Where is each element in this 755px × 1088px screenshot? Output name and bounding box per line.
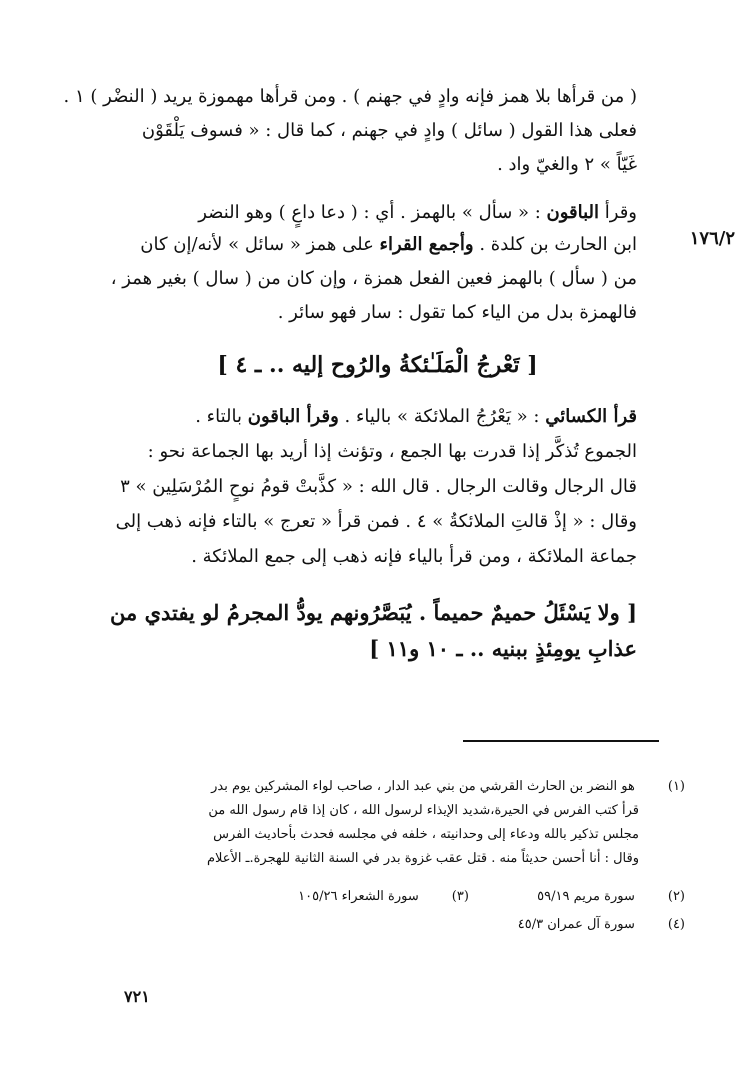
footnote-line: وقال : أنا أحسن حديثاً منه . قتل عقب غزوة بدر في السنة الثانية للهجرة.ـ الأعلام: [206, 851, 639, 866]
body-line: ( من قرأها بلا همز فإنه وادٍ في جهنم ) . ومن قرأها مهموزة يريد ( النضْر ) ١ .: [63, 86, 637, 107]
bold-term: وقرأ الباقون: [247, 406, 339, 427]
text-run: على همز « سائل » لأنه/إن كان: [140, 234, 380, 255]
footnote-text: هو النضر بن الحارث القرشي من بني عبد الدار ، صاحب لواء المشركين يوم بدر: [211, 779, 635, 794]
verse-heading: [ تَعْرجُ الْمَلَـٰئكةُ والرُوح إليه .. ـ ٤ ]: [217, 352, 538, 378]
verse-line: [ ولا يَسْئَلُ حميمٌ حميماً . يُبَصَّرُونهم يودُّ المجرمُ لو يفتدي من: [110, 600, 637, 625]
footnote-line: [75, 776, 685, 798]
body-line: الجموع تُذكَّر إذا قدرت بها الجمع ، وتؤنث إذا أريد بها الجماعة نحو :: [147, 441, 637, 462]
body-line: وقال : « إذْ قالتِ الملائكةُ » ٤ . فمن قرأ « تعرج » بالتاء فإنه ذهب إلى: [115, 511, 637, 532]
footnote-number: (١): [667, 779, 685, 794]
page-number: ٧٢١: [124, 987, 150, 1006]
bold-term: قرأ الكسائي: [545, 406, 637, 427]
text-run: : « يَعْرُجُ الملائكة » بالياء .: [338, 406, 546, 427]
body-line: [117, 400, 637, 434]
margin-reference: ١٧٦/٢: [689, 228, 735, 249]
body-line: غَيّاً » ٢ والغيّ واد .: [497, 154, 637, 175]
footnote-text: سورة آل عمران ٤٥/٣: [517, 917, 635, 932]
footnote-text: سورة مريم ٥٩/١٩: [537, 889, 635, 904]
bold-term: الباقون: [546, 202, 600, 223]
footnote-text: سورة الشعراء ١٠٥/٢٦: [298, 889, 419, 904]
body-line: [117, 228, 637, 262]
footnote-number: (٤): [667, 917, 685, 932]
body-line: جماعة الملائكة ، ومن قرأ بالياء فإنه ذهب إلى جمع الملائكة .: [191, 546, 637, 567]
footnote-rule: [463, 740, 659, 742]
verse-line: عذابِ يومِئذٍ ببنيه .. ـ ١٠ و١١ ]: [369, 636, 637, 661]
body-line: قال الرجال وقالت الرجال . قال الله : « كذَّبتْ قومُ نوحٍ المُرْسَلِين » ٣: [120, 476, 637, 497]
body-line: من ( سأل ) بالهمز فعين الفعل همزة ، وإن كان من ( سال ) بغير همز ،: [110, 268, 637, 289]
body-line: فالهمزة بدل من الياء كما تقول : سار فهو سائر .: [277, 302, 637, 323]
body-line: [117, 196, 637, 230]
footnote-line: [75, 886, 685, 908]
text-run: بالتاء .: [195, 406, 248, 427]
text-run: وقرأ: [599, 202, 637, 223]
footnote-line: قرأ كتب الفرس في الحيرة،شديد الإيذاء لرسول الله ، كان إذا قام رسول الله من: [208, 803, 639, 818]
bold-term: وأجمع القراء: [379, 234, 474, 255]
text-run: : « سأل » بالهمز . أي : ( دعا داعٍ ) وهو النضر: [198, 202, 547, 223]
footnote-number: (٢): [667, 889, 685, 904]
footnote-line: مجلس تذكير بالله ودعاء إلى وحدانيته ، خلفه في مجلسه فحدث بأحاديث الفرس: [213, 827, 639, 842]
footnote-line: [75, 914, 685, 936]
footnote-number: (٣): [451, 889, 469, 904]
text-run: ابن الحارث بن كلدة .: [473, 234, 637, 255]
body-line: فعلى هذا القول ( سائل ) وادٍ في جهنم ، كما قال : « فسوف يَلْقَوْن: [141, 120, 637, 141]
